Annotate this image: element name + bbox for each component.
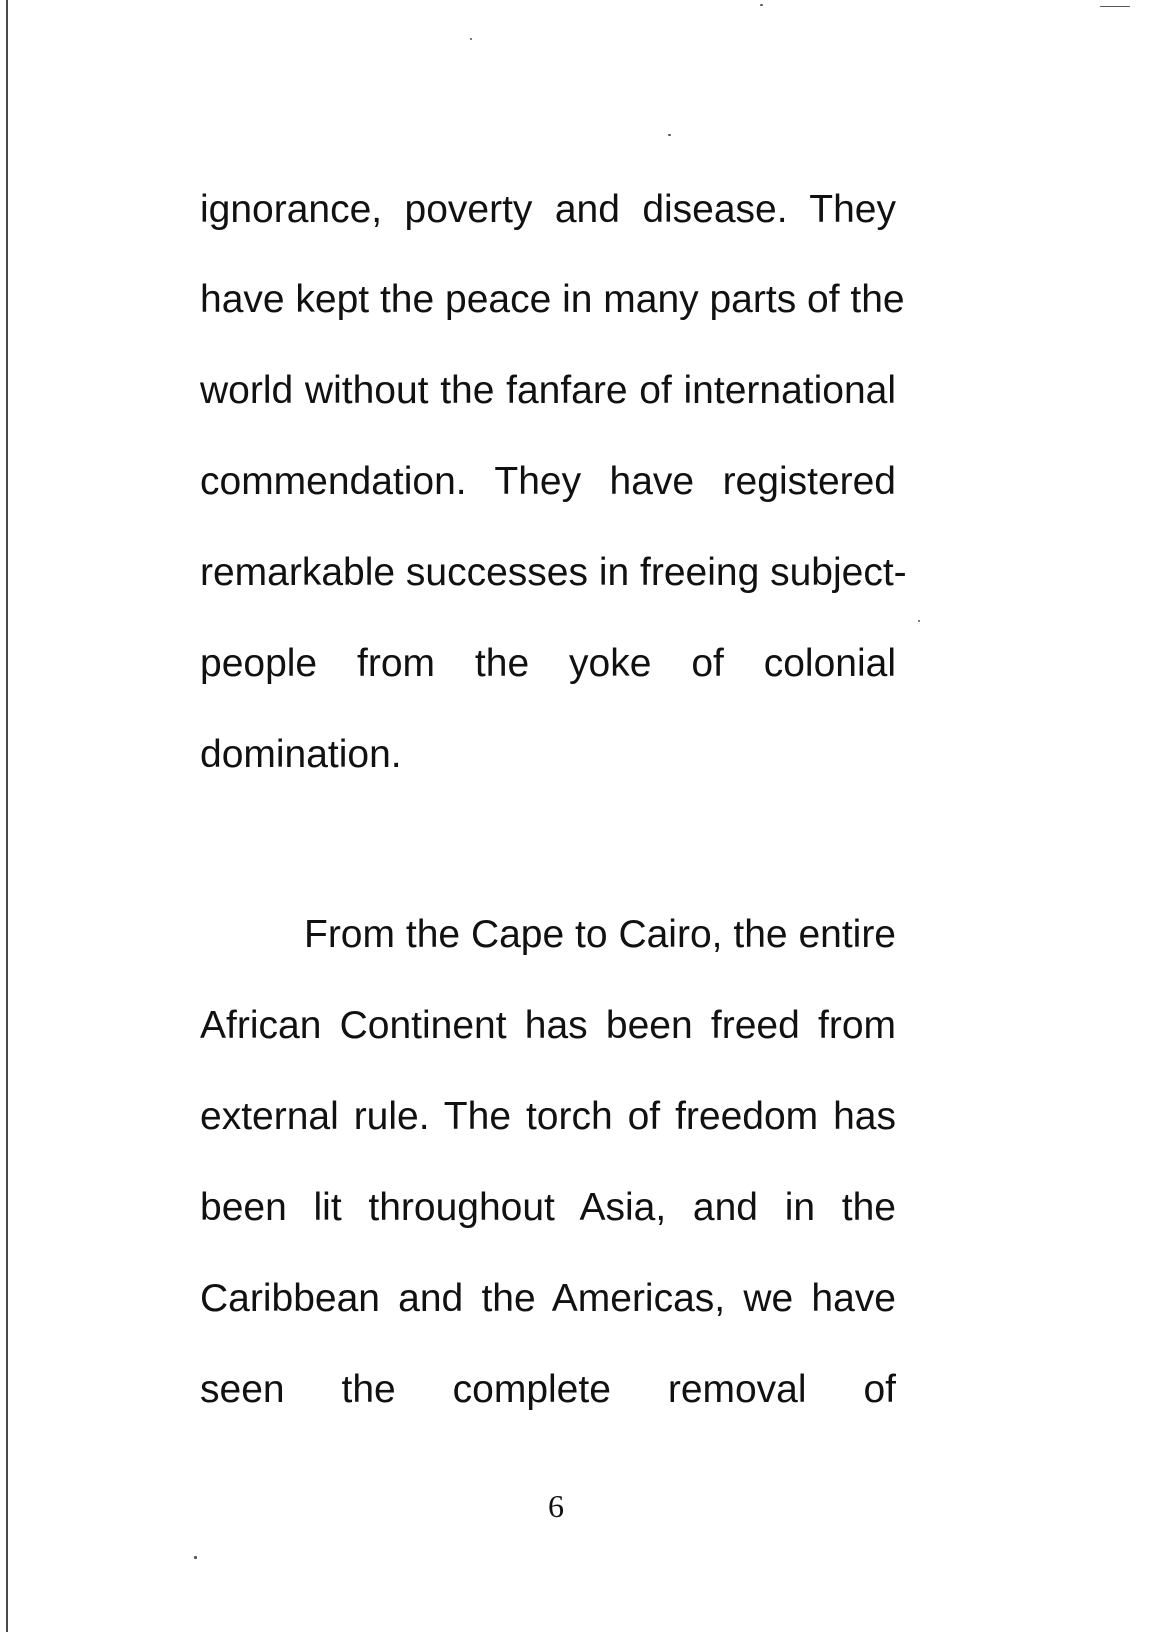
scan-speck: [1100, 6, 1130, 7]
paragraph-2-line: From the Cape to Cairo, the entire: [304, 913, 896, 956]
paragraph-1-line: world without the fanfare of international: [200, 369, 896, 412]
paragraph-1-line: commendation. They have registered: [200, 460, 896, 503]
paragraph-2-line: Caribbean and the Americas, we have: [200, 1277, 896, 1320]
paragraph-2-line: been lit throughout Asia, and in the: [200, 1186, 896, 1229]
paragraph-1-line: ignorance, poverty and disease. They: [200, 188, 896, 231]
paragraph-2-line: seen the complete removal of: [200, 1368, 896, 1411]
paragraph-2-line: external rule. The torch of freedom has: [200, 1095, 896, 1138]
scan-speck: [470, 38, 472, 40]
scan-left-border: [6, 0, 8, 1632]
page-number: 6: [548, 1488, 564, 1524]
paragraph-2-line: African Continent has been freed from: [200, 1004, 896, 1047]
paragraph-1-line: remarkable successes in freeing subject-: [200, 551, 907, 594]
scan-speck: [918, 620, 920, 622]
paragraph-1-line: domination.: [200, 733, 402, 776]
paragraph-1-line: people from the yoke of colonial: [200, 642, 896, 685]
scan-speck: [668, 134, 671, 136]
paragraph-1-line: have kept the peace in many parts of the: [200, 278, 905, 321]
scan-speck: [194, 1556, 197, 1559]
scan-speck: [760, 4, 763, 6]
